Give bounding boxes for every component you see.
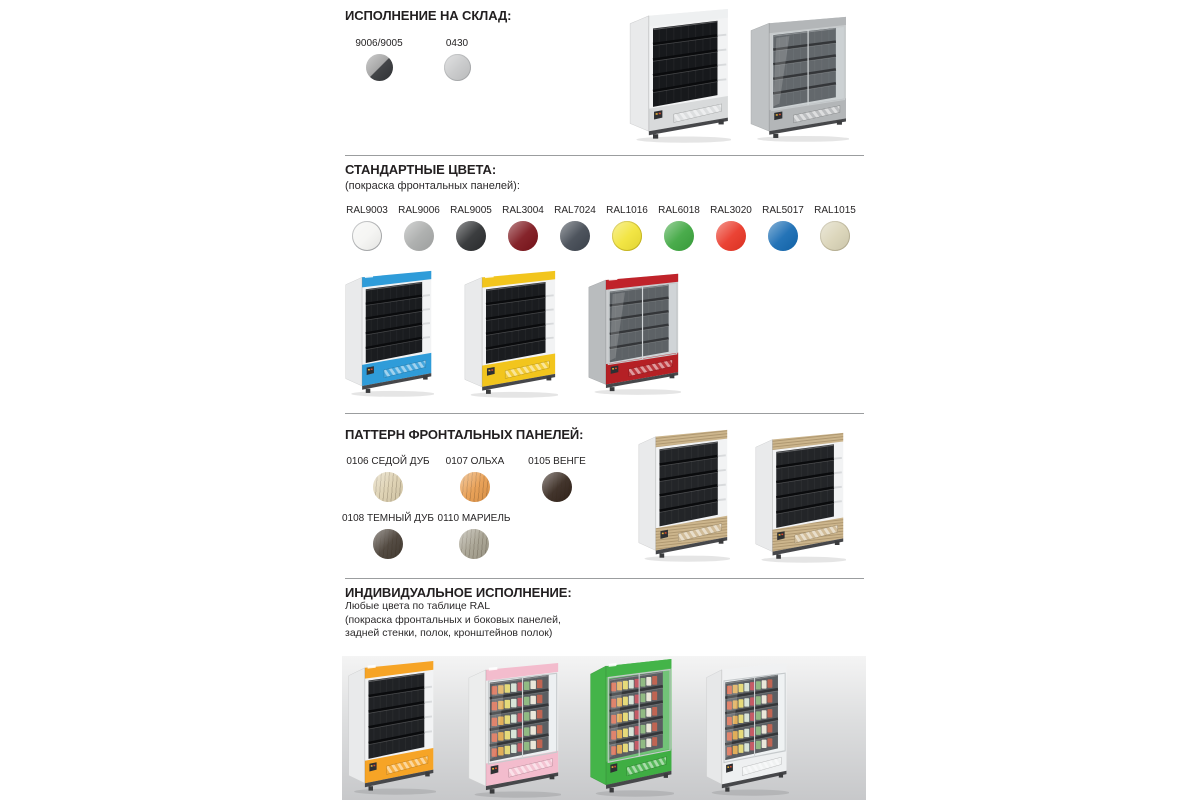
swatch-label: 9006/9005 — [355, 38, 403, 49]
section-divider — [345, 155, 864, 156]
swatch-block — [418, 38, 496, 81]
fridge-image-orange — [346, 659, 436, 796]
color-swatch — [716, 221, 746, 251]
swatch-block — [445, 205, 497, 251]
fridge-image-white — [704, 661, 789, 797]
swatch-label: RAL7024 — [554, 205, 596, 216]
swatch-label: RAL3004 — [502, 205, 544, 216]
swatch-block — [341, 205, 393, 251]
swatch-label: RAL1015 — [814, 205, 856, 216]
swatch-block — [497, 205, 549, 251]
fridge-image-wood-1 — [636, 428, 730, 563]
color-swatch — [664, 221, 694, 251]
swatch-label: 0107 ОЛЬХА — [445, 456, 505, 467]
fridge-image-pink — [466, 661, 561, 799]
fridge-image-red — [586, 272, 681, 396]
fridge-image-stock-glass — [748, 15, 849, 143]
color-swatch — [612, 221, 642, 251]
swatch-block — [601, 205, 653, 251]
swatch-block — [414, 513, 534, 559]
color-swatch — [456, 221, 486, 251]
swatch-block — [653, 205, 705, 251]
swatch-label: RAL9005 — [450, 205, 492, 216]
swatch-label: RAL3020 — [710, 205, 752, 216]
swatch-label: RAL1016 — [606, 205, 648, 216]
swatch-block — [549, 205, 601, 251]
color-swatch — [560, 221, 590, 251]
swatch-label: RAL9003 — [346, 205, 388, 216]
swatch-label: 0105 ВЕНГЕ — [528, 456, 586, 467]
section-title-pattern: ПАТТЕРН ФРОНТАЛЬНЫХ ПАНЕЛЕЙ: — [345, 427, 584, 442]
fridge-image-stock-open — [627, 7, 731, 144]
fridge-image-blue — [343, 269, 434, 398]
color-swatch — [542, 472, 572, 502]
color-swatch — [820, 221, 850, 251]
section-title-individual: ИНДИВИДУАЛЬНОЕ ИСПОЛНЕНИЕ: — [345, 585, 572, 600]
color-swatch — [459, 529, 489, 559]
individual-line-2: (покраска фронтальных и боковых панелей, — [345, 613, 561, 626]
swatch-label: RAL6018 — [658, 205, 700, 216]
individual-line-3: задней стенки, полок, кронштейнов полок) — [345, 627, 553, 639]
individual-description — [345, 600, 561, 641]
color-swatch — [352, 221, 382, 251]
ral-swatch-row — [341, 205, 861, 251]
individual-line-1: Любые цвета по таблице RAL — [345, 600, 491, 612]
color-swatch — [460, 472, 490, 502]
color-swatch — [373, 472, 403, 502]
color-swatch — [508, 221, 538, 251]
swatch-block — [705, 205, 757, 251]
swatch-block — [809, 205, 861, 251]
color-swatch — [373, 529, 403, 559]
swatch-label: RAL5017 — [762, 205, 804, 216]
swatch-label: 0106 СЕДОЙ ДУБ — [346, 456, 430, 467]
section-title-stock: ИСПОЛНЕНИЕ НА СКЛАД: — [345, 8, 512, 23]
swatch-block — [757, 205, 809, 251]
section-divider — [345, 578, 864, 579]
stock-swatch-row — [340, 38, 496, 81]
color-swatch — [366, 54, 393, 81]
swatch-label: 0430 — [445, 38, 469, 49]
section-subtitle-standard: (покраска фронтальных панелей): — [345, 180, 520, 192]
swatch-block — [393, 205, 445, 251]
swatch-block — [497, 456, 617, 502]
swatch-label: 0110 МАРИЕЛЬ — [437, 513, 511, 524]
fridge-image-wood-2 — [753, 431, 846, 564]
color-swatch — [404, 221, 434, 251]
fridge-image-yellow — [462, 269, 558, 399]
section-divider — [345, 413, 864, 414]
swatch-label: RAL9006 — [398, 205, 440, 216]
swatch-block — [340, 38, 418, 81]
color-swatch — [768, 221, 798, 251]
color-swatch — [444, 54, 471, 81]
section-title-standard: СТАНДАРТНЫЕ ЦВЕТА: — [345, 162, 497, 177]
fridge-image-green — [588, 657, 674, 798]
swatch-label: 0108 ТЕМНЫЙ ДУБ — [342, 513, 434, 524]
